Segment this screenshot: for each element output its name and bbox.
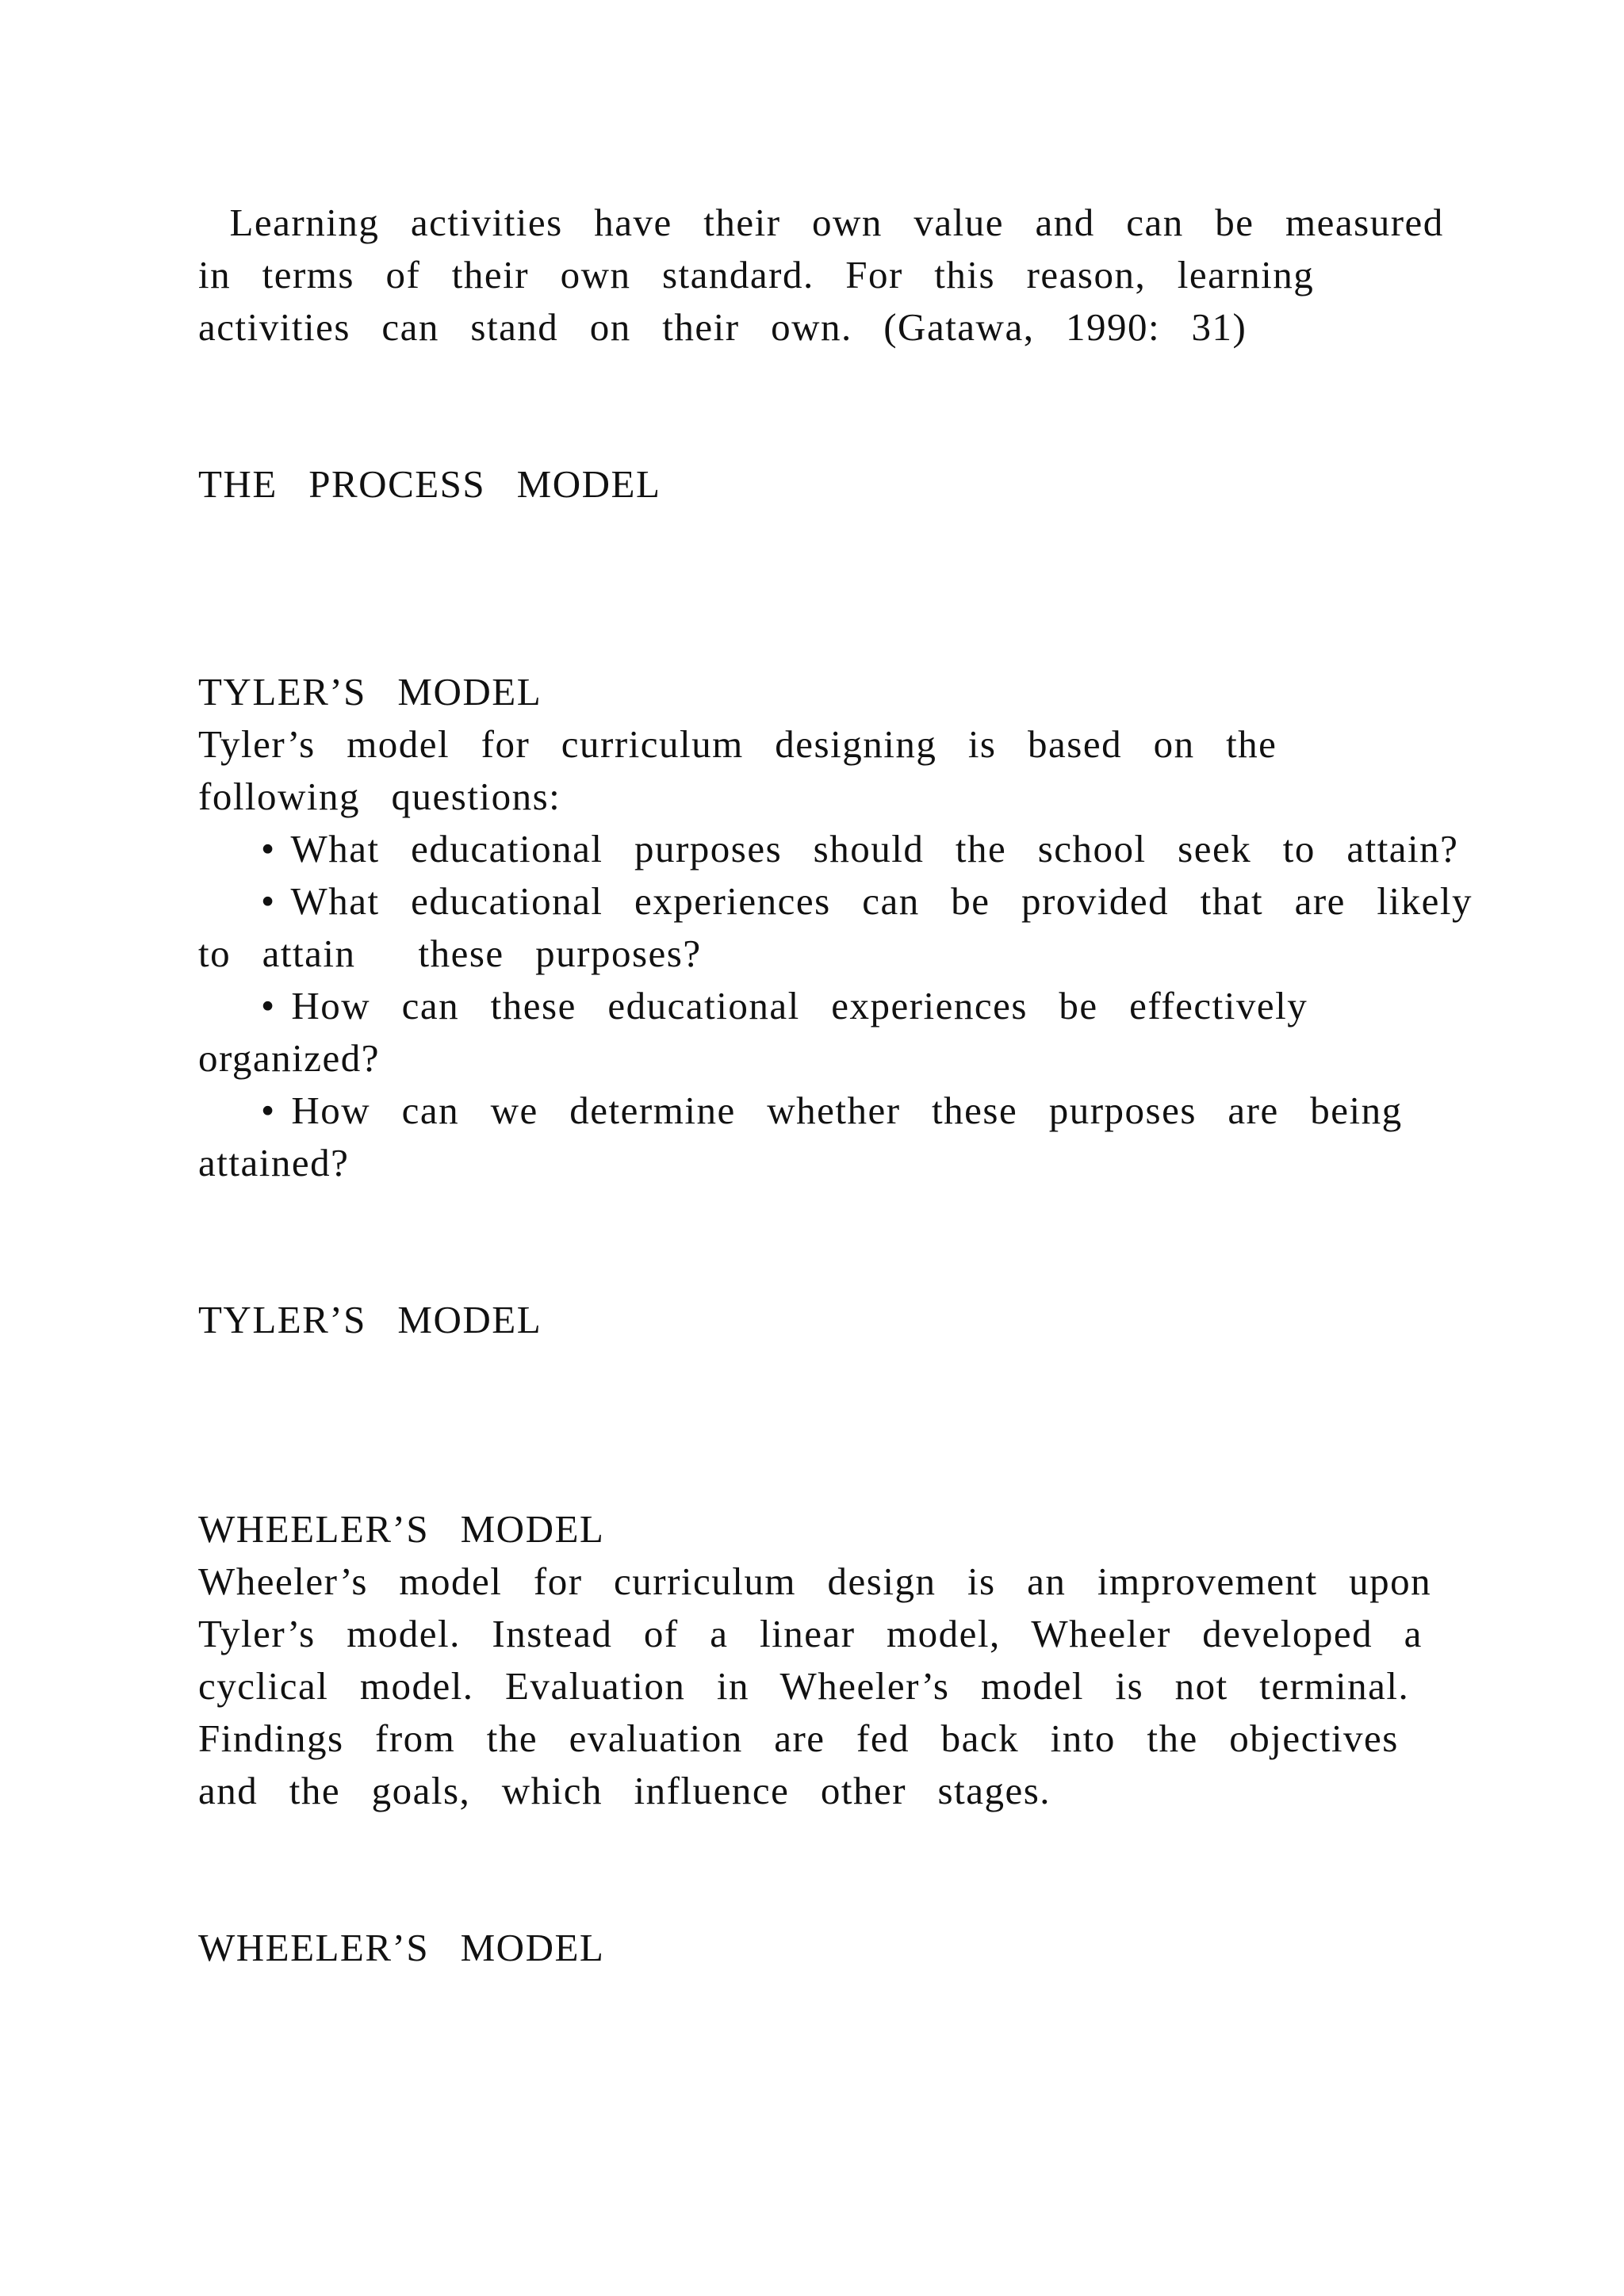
wheeler-body-line: and the goals, which influence other stages. [198, 1769, 1051, 1812]
tyler-bullet-item: • What educational purposes should the school seek to attain? [198, 827, 1459, 871]
tyler-body-line: attained? [198, 1141, 350, 1184]
wheeler-model-repeat-heading: WHEELER’S MODEL [198, 1926, 605, 1969]
tyler-body-line: Tyler’s model for curriculum designing is based on the [198, 722, 1277, 766]
tyler-model-heading: TYLER’S MODEL [198, 670, 542, 714]
tyler-body-line: following questions: [198, 775, 561, 818]
intro-line: Learning activities have their own value and can be measured [198, 201, 1444, 244]
tyler-bullet-item: • How can these educational experiences be effectively [198, 984, 1308, 1027]
intro-line: in terms of their own standard. For this reason, learning [198, 253, 1315, 297]
tyler-body-line: to attain these purposes? [198, 932, 702, 975]
wheeler-body-line: cyclical model. Evaluation in Wheeler’s model is not terminal. [198, 1664, 1410, 1708]
process-model-heading: THE PROCESS MODEL [198, 462, 661, 506]
wheeler-model-heading: WHEELER’S MODEL [198, 1507, 605, 1551]
tyler-bullet-item: • How can we determine whether these purposes are being [198, 1089, 1403, 1132]
wheeler-body-line: Wheeler’s model for curriculum design is an improvement upon [198, 1559, 1432, 1603]
wheeler-body-line: Findings from the evaluation are fed back into the objectives [198, 1716, 1399, 1760]
tyler-body-line: organized? [198, 1036, 381, 1080]
intro-line: activities can stand on their own. (Gatawa, 1990: 31) [198, 305, 1247, 349]
tyler-bullet-item: • What educational experiences can be provided that are likely [198, 879, 1473, 923]
wheeler-body-line: Tyler’s model. Instead of a linear model, Wheeler developed a [198, 1612, 1423, 1655]
tyler-model-repeat-heading: TYLER’S MODEL [198, 1298, 542, 1341]
